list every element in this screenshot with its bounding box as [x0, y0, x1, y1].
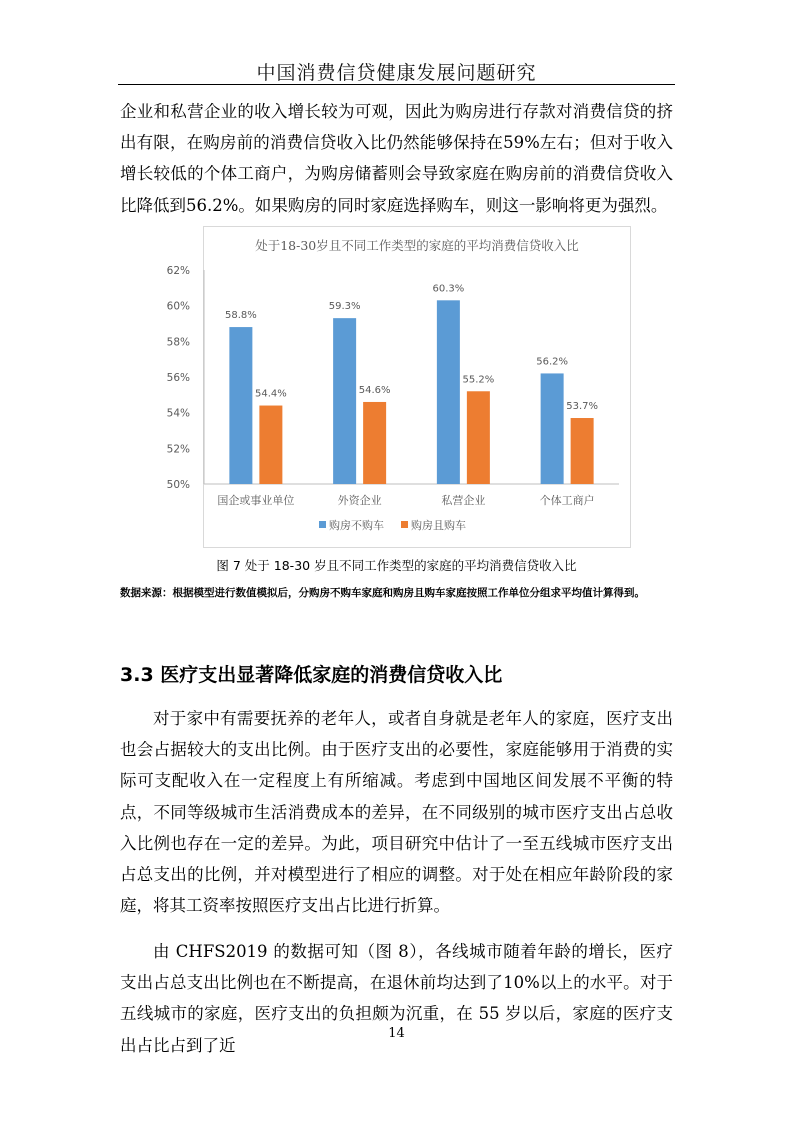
data-label: 55.2%	[462, 374, 495, 386]
body-paragraph-2: 对于家中有需要抚养的老年人，或者自身就是老年人的家庭，医疗支出也会占据较大的支出比例。由于医疗支出的必要性，家庭能够用于消费的实际可支配收入在一定程度上有所缩减。考虑到中国地区间发展不平衡的特点，不同等级城市生活消费成本的差异，在不同级别的城市医疗支出占总收入比例也存在一定的差异。为此，项目研究中估计了一至五线城市医疗支出占总支出的比例，并对模型进行了相应的调整。对于处在相应年龄阶段的家庭，将其工资率按照医疗支出占比进行折算。	[120, 709, 673, 916]
body-paragraph-1: 企业和私营企业的收入增长较为可观，因此为购房进行存款对消费信贷的挤出有限，在购房前的消费信贷收入比仍然能够保持在59%左右；但对于收入增长较低的个体工商户，为购房储蓄则会导致家庭在购房前的消费信贷收入比降低到56.2%。如果购房的同时家庭选择购车，则这一影响将更为强烈。	[120, 102, 673, 215]
bar-house-and-car	[259, 406, 282, 484]
data-label: 59.3%	[328, 301, 361, 313]
section-heading: 3.3 医疗支出显著降低家庭的消费信贷收入比	[120, 664, 503, 686]
data-label: 53.7%	[566, 401, 599, 413]
figure-caption: 图 7 处于 18-30 岁且不同工作类型的家庭的平均消费信贷收入比	[216, 558, 577, 573]
legend-swatch	[319, 521, 326, 528]
bar-house-and-car	[363, 402, 386, 484]
data-label: 54.4%	[254, 388, 287, 400]
bar-house-no-car	[437, 300, 460, 484]
legend-label: 购房且购车	[411, 519, 466, 532]
bar-house-and-car	[571, 418, 594, 484]
body-paragraph-3: 由 CHFS2019 的数据可知（图 8），各线城市随着年龄的增长，医疗支出占总支出比例也在不断提高，在退休前均达到了10%以上的水平。对于五线城市的家庭，医疗支出的负担颇为沉重，在 55 岁以后，家庭的医疗支出占比占到了近	[120, 942, 673, 1055]
y-tick-label: 62%	[166, 265, 190, 277]
bar-house-no-car	[333, 318, 356, 484]
data-label: 58.8%	[224, 310, 257, 322]
data-label: 56.2%	[536, 356, 569, 368]
data-label: 60.3%	[432, 283, 465, 295]
x-tick-label: 个体工商户	[539, 494, 595, 507]
bar-chart	[166, 227, 630, 547]
data-source-note: 数据来源：根据模型进行数值模拟后，分购房不购车家庭和购房且购车家庭按照工作单位分组求平均值计算得到。	[120, 587, 645, 599]
page-number: 14	[388, 1026, 405, 1041]
bar-house-no-car	[541, 373, 564, 484]
y-tick-label: 58%	[166, 336, 190, 349]
x-tick-label: 外资企业	[337, 494, 382, 507]
y-tick-label: 54%	[166, 407, 190, 420]
legend-label: 购房不购车	[329, 519, 384, 532]
y-tick-label: 50%	[166, 479, 190, 491]
chart-container	[166, 226, 631, 548]
x-tick-label: 私营企业	[441, 494, 486, 507]
y-tick-label: 56%	[166, 372, 190, 384]
y-tick-label: 60%	[166, 300, 190, 313]
chart-title: 处于18-30岁且不同工作类型的家庭的平均消费信贷收入比	[255, 238, 579, 253]
y-tick-label: 52%	[166, 443, 190, 456]
bar-house-and-car	[467, 391, 490, 484]
header-rule	[118, 84, 675, 85]
running-header: 中国消费信贷健康发展问题研究	[256, 62, 537, 84]
x-tick-label: 国企或事业单位	[217, 494, 295, 507]
bar-house-no-car	[229, 327, 252, 484]
data-label: 54.6%	[358, 384, 391, 396]
legend-swatch	[401, 521, 408, 528]
